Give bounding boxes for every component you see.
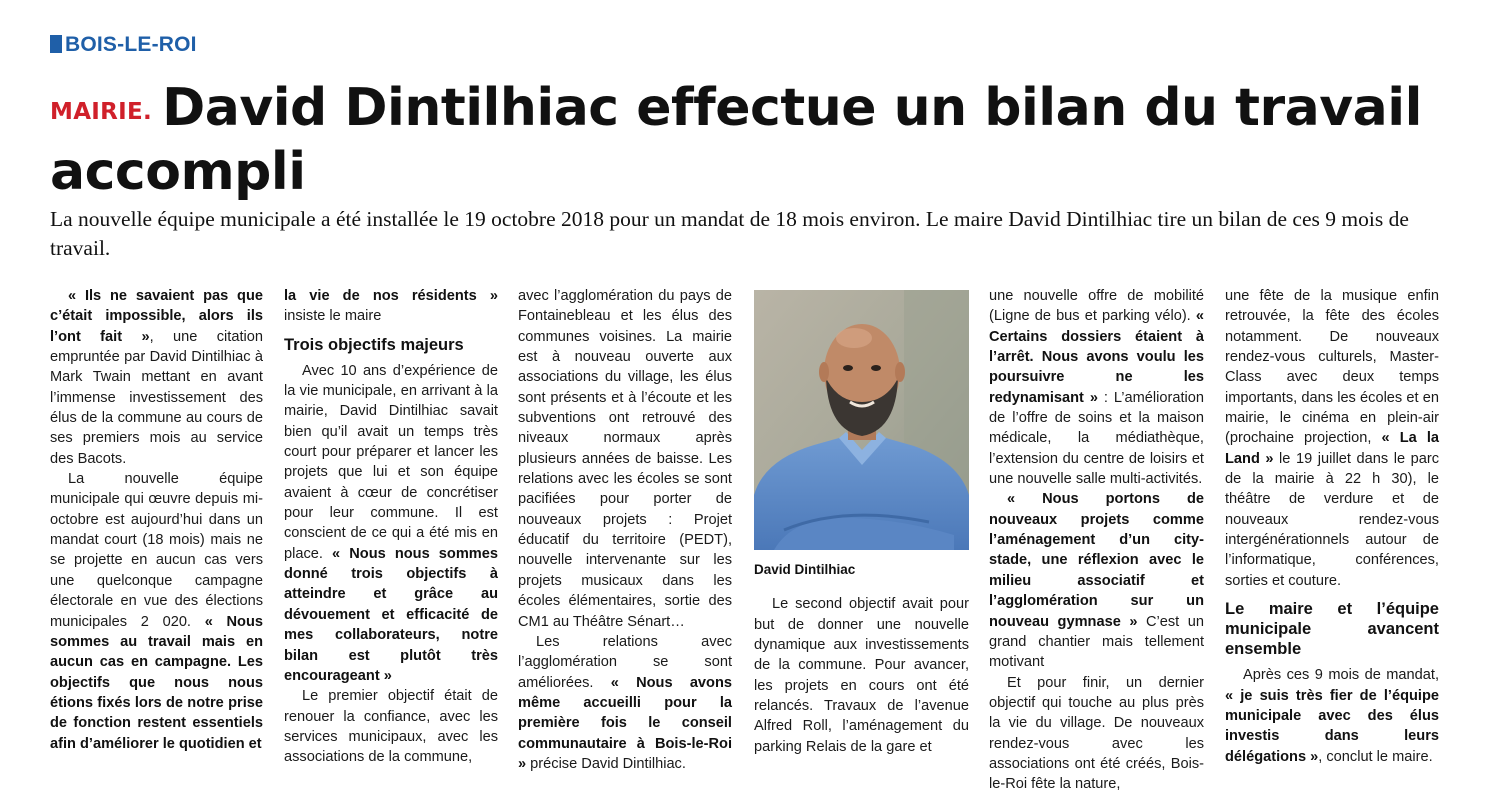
text: : L’amélioration de l’offre de soins et la maison médicale, la médiathèque, l’extension du centre de loisirs et une nouvelle salle multi-activités. (989, 389, 1204, 488)
text: une fête de la musique enfin retrouvée, la fête des écoles notamment. De nouveaux rendez-vous culturels, Master-Class avec deux temps importants, dans les écoles et en mairie, le cinéma en plein-air (prochaine projection, (1225, 288, 1439, 447)
article-column-5 (989, 286, 1204, 795)
quote: « Nous nous sommes donné trois objectifs à atteindre et grâce au dévouement et efficacité de mes collaborateurs, notre bilan est plutôt très encourageant » (284, 545, 499, 684)
section-rubric (50, 33, 197, 57)
paragraph (989, 489, 1204, 672)
paragraph (284, 686, 498, 767)
article-standfirst: La nouvelle équipe municipale a été installée le 19 octobre 2018 pour un mandat de 18 mois environ. Le maire David Dintilhiac tire un bilan de ces 9 mois de travail. (50, 207, 1409, 260)
article-column-2 (284, 286, 498, 768)
subheading: Le maire et l’équipe municipale avancent ensemble (1225, 600, 1439, 659)
subheading: Trois objectifs majeurs (284, 335, 464, 354)
quote: la vie de nos résidents » (284, 288, 498, 304)
text: , conclut le maire. (1318, 748, 1433, 765)
text: Avec 10 ans d’expérience de la vie municipale, en arrivant à la mairie, David Dintilhiac savait bien qu’il avait un temps très court pour préparer et lancer les projets que lui et son équipe avaient à cœur de concrétiser pour leur commune. Il est conscient de ce qui a été mis en place. (284, 362, 498, 562)
quote: « je suis très fier de l’équipe municipale avec des élus investis dans leurs délégations » (1225, 687, 1439, 765)
article-headline (50, 78, 1450, 202)
article-column-1 (50, 286, 263, 754)
paragraph (284, 286, 498, 327)
paragraph: Et pour finir, un dernier objectif qui touche au plus près la vie du village. De nouveaux rendez-vous avec les associations ont été créés, Bois-le-Roi fête la nature, (989, 674, 1204, 793)
quote: « Nous sommes au travail mais en aucun cas en campagne. Les objectifs que nous nous étions fixés lors de notre prise de fonction restent essentiels afin d’améliorer le quotidien et (50, 613, 264, 752)
rubric-label: BOIS-LE-ROI (65, 33, 197, 56)
text: précise David Dintilhiac. (526, 755, 686, 772)
paragraph (50, 469, 263, 754)
headline-kicker: MAIRIE. (50, 99, 153, 125)
text: , une citation empruntée par David Dintilhiac à Mark Twain mettant en avant l’immense investissement des élus de la commune au cours de ses premiers mois au service des Bacots. (50, 328, 263, 467)
quote: « La la Land » (1225, 430, 1439, 467)
headline-text: David Dintilhiac effectue un bilan du travail accompli (50, 78, 1422, 202)
text: Les relations avec l’agglomération se sont améliorées. (518, 633, 732, 691)
text: La nouvelle équipe municipale qui œuvre depuis mi-octobre est aujourd’hui dans un mandat court (18 mois) mais ne se projette en aucun cas vers une quelconque campagne électorale en vue des élections municipales 2 020. (50, 471, 263, 630)
paragraph (518, 632, 732, 774)
paragraph (50, 286, 263, 469)
text: le 19 juillet dans le parc de la mairie à 22 h 30), le théâtre de verdure et de nouveaux rendez-vous intergénérationnels autour de l’informatique, conférences, sorties et couture. (1225, 450, 1439, 589)
photo-caption: David Dintilhiac (754, 562, 856, 577)
quote: « Nous portons de nouveaux projets comme l’aménagement d’un city-stade, une réflexion avec le milieu associatif et l’agglomération sur un nouveau gymnase » (989, 491, 1204, 630)
quote: « Ils ne savaient pas que c’était impossible, alors ils l’ont fait » (50, 288, 263, 345)
text: Après ces 9 mois de mandat, (1243, 667, 1439, 684)
text: C’est un grand chantier mais tellement motivant (989, 613, 1204, 671)
rubric-square-icon (50, 35, 62, 53)
text: insiste le maire (284, 308, 382, 325)
paragraph (1225, 665, 1439, 767)
article-column-3 (518, 286, 732, 774)
paragraph (989, 286, 1204, 489)
paragraph (1225, 286, 1439, 591)
quote: « Certains dossiers étaient à l’arrêt. Nous avons voulu les poursuivre ne les redynamisant » (989, 308, 1204, 406)
paragraph: Le second objectif avait pour but de donner une nouvelle dynamique aux investissements de la commune. Pour avancer, les projets en cours ont été relancés. Travaux de l’avenue Alfred Roll, l’aménagement du parking Relais de la gare et (754, 596, 969, 755)
text: Le premier objectif était de renouer la confiance, avec les services municipaux, avec les associations de la commune, (284, 688, 498, 766)
article-column-4 (754, 290, 969, 757)
article-column-6 (1225, 286, 1439, 767)
quote: « Nous avons même accueilli pour la première fois le conseil communautaire à Bois-le-Roi » (518, 674, 732, 772)
text: une nouvelle offre de mobilité (Ligne de bus et parking vélo). (989, 288, 1204, 325)
paragraph (284, 361, 498, 687)
portrait-photo (754, 290, 969, 550)
paragraph: avec l’agglomération du pays de Fontainebleau et les élus des communes voisines. La mairie est à nouveau ouverte aux associations du village, les élus sont présents et à l’écoute et les subventions ont retrouvé des niveaux normaux après plusieurs années de baisse. Les relations avec les écoles se sont pacifiées pour porter de nouveaux projets : Projet éducatif du territoire (PEDT), nouvelle intervenante sur les projets musicaux dans les écoles élémentaires, sortie des CM1 au Théâtre Sénart… (518, 288, 732, 630)
